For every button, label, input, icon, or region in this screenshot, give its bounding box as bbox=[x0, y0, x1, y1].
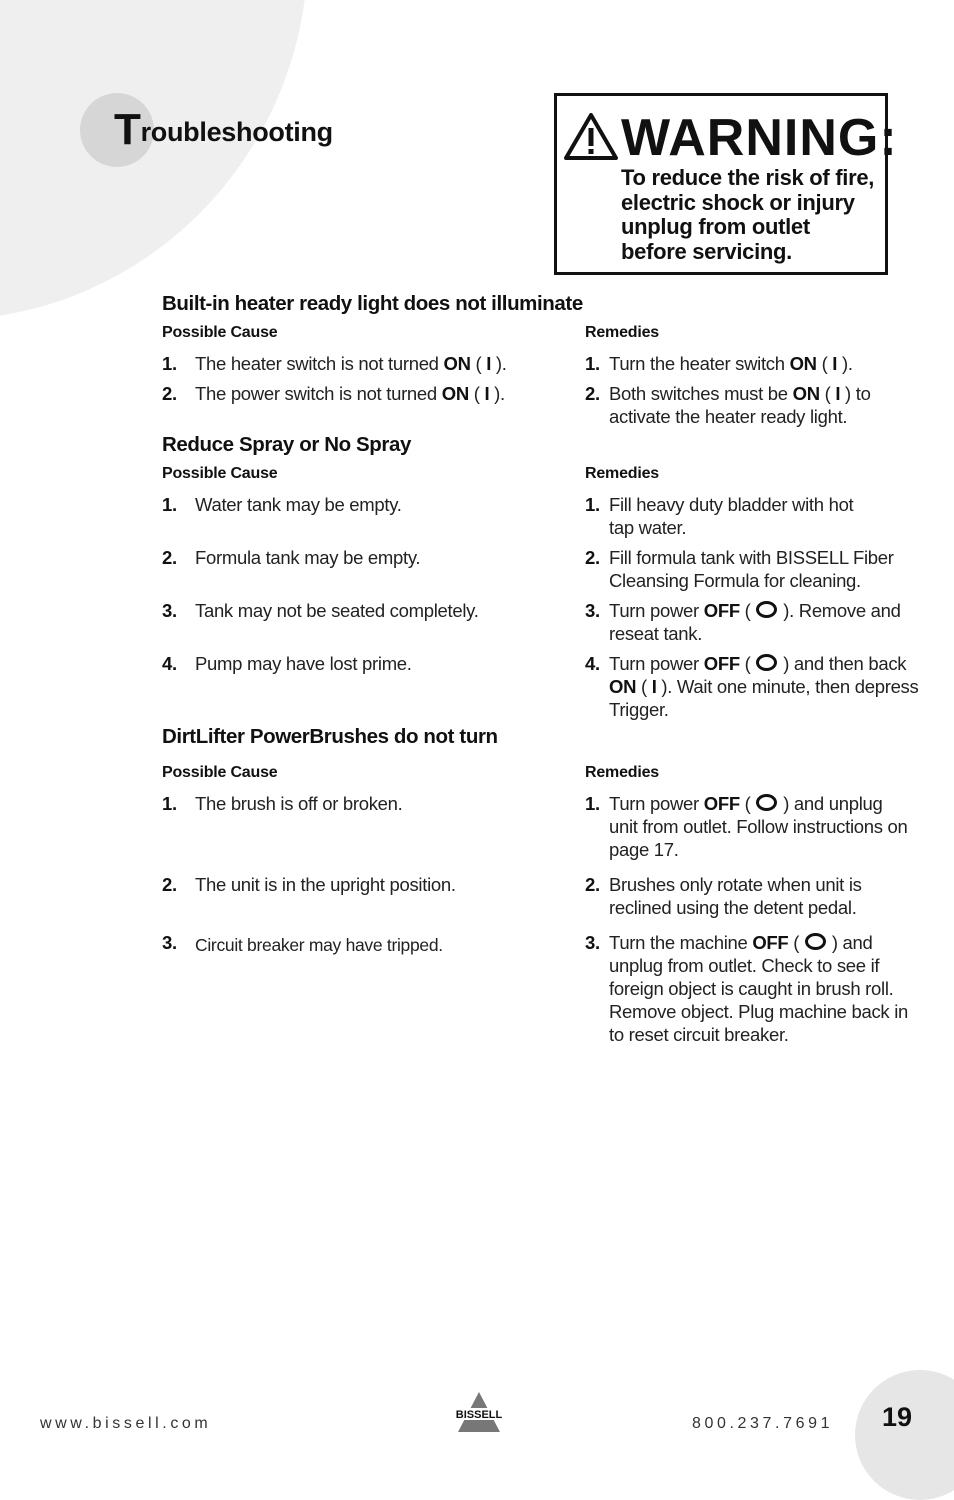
on-label: ON bbox=[441, 383, 469, 404]
cause-text: Formula tank may be empty. bbox=[195, 547, 421, 568]
off-symbol-icon bbox=[756, 601, 777, 618]
remedy-text-main: Turn power bbox=[609, 793, 699, 814]
remedy-text-main: Turn the machine bbox=[609, 932, 748, 953]
possible-cause-header: Possible Cause bbox=[162, 465, 278, 482]
warning-box bbox=[554, 93, 898, 275]
remedy-text: Fill heavy duty bladder with hot tap water. bbox=[609, 494, 854, 538]
remedy-text: Turn power OFF ( ) and unplug unit from outlet. Follow instructions on page 17. bbox=[609, 793, 908, 860]
cause-text: Pump may have lost prime. bbox=[195, 653, 412, 674]
possible-cause-header: Possible Cause bbox=[162, 764, 278, 781]
on-symbol: I bbox=[835, 383, 841, 404]
page-number-circle bbox=[855, 1370, 954, 1500]
remedy-text-main: Turn power bbox=[609, 653, 699, 674]
off-symbol-icon bbox=[756, 654, 777, 671]
remedy-text-tail: ) and unplug unit from outlet. Follow instructions on page 17. bbox=[609, 793, 908, 860]
item-number: 3. bbox=[585, 600, 600, 621]
remedy-text-main: Turn the heater switch bbox=[609, 353, 785, 374]
item-number: 1. bbox=[162, 793, 177, 814]
cause-text-tail: ). bbox=[495, 353, 507, 374]
on-symbol: I bbox=[651, 676, 657, 697]
cause-text: Circuit breaker may have tripped. bbox=[195, 935, 443, 955]
footer-phone: 800.237.7691 bbox=[692, 1415, 834, 1432]
section-title-powerbrushes: DirtLifter PowerBrushes do not turn bbox=[162, 725, 498, 748]
item-number: 3. bbox=[162, 932, 177, 953]
section-title-spray: Reduce Spray or No Spray bbox=[162, 433, 412, 456]
item-number: 2. bbox=[585, 547, 600, 568]
cause-text: The power switch is not turned ON ( I ). bbox=[195, 383, 505, 404]
item-number: 4. bbox=[585, 653, 600, 674]
logo-text: BISSELL bbox=[455, 1409, 503, 1421]
page-title-text bbox=[114, 105, 333, 155]
item-number: 1. bbox=[585, 494, 600, 515]
item-number: 1. bbox=[585, 353, 600, 374]
cause-text-main: The heater switch is not turned bbox=[195, 353, 439, 374]
remedy-text: Both switches must be ON ( I ) to activate the heater ready light. bbox=[609, 383, 871, 427]
remedy-text-tail: ). Remove and reseat tank. bbox=[609, 600, 901, 644]
item-number: 2. bbox=[162, 547, 177, 568]
remedy-text: Turn the machine OFF ( ) and unplug from outlet. Check to see if foreign object is caught in brush roll. Remove object. Plug machine back in to reset circuit breaker. bbox=[609, 932, 909, 1045]
remedy-text: Turn power OFF ( ). Remove and reseat tank. bbox=[609, 600, 901, 644]
remedy-text-tail: ). Wait one minute, then depress Trigger. bbox=[609, 676, 919, 720]
cause-text: Tank may not be seated completely. bbox=[195, 600, 479, 621]
section-title-heater-light: Built-in heater ready light does not illuminate bbox=[162, 292, 583, 315]
remedy-text-tail: ) to activate the heater ready light. bbox=[609, 383, 871, 427]
item-number: 1. bbox=[162, 353, 177, 374]
remedies-header: Remedies bbox=[585, 324, 659, 341]
bissell-logo-icon bbox=[450, 1392, 508, 1434]
item-number: 2. bbox=[162, 383, 177, 404]
title-rest: roubleshooting bbox=[140, 117, 333, 147]
off-symbol-icon bbox=[756, 794, 777, 811]
remedy-text: Fill formula tank with BISSELL Fiber Cleansing Formula for cleaning. bbox=[609, 547, 894, 591]
warning-text: To reduce the risk of fire, electric shock or injury unplug from outlet before servicing. bbox=[621, 165, 875, 264]
page-number: 19 bbox=[882, 1402, 913, 1432]
remedies-header: Remedies bbox=[585, 764, 659, 781]
item-number: 2. bbox=[585, 383, 600, 404]
remedy-text-main: Both switches must be bbox=[609, 383, 788, 404]
cause-text: The heater switch is not turned ON ( I ). bbox=[195, 353, 507, 374]
remedy-text: Turn power OFF ( ) and then back ON ( I ). Wait one minute, then depress Trigger. bbox=[609, 653, 919, 720]
item-number: 3. bbox=[162, 600, 177, 621]
on-label: ON bbox=[789, 353, 817, 374]
warning-heading: WARNING: bbox=[621, 109, 898, 167]
on-label: ON bbox=[443, 353, 471, 374]
warning-triangle-icon bbox=[563, 112, 619, 162]
cause-text: Water tank may be empty. bbox=[195, 494, 402, 515]
on-symbol: I bbox=[486, 353, 492, 374]
off-label: OFF bbox=[703, 600, 740, 621]
cause-text: The brush is off or broken. bbox=[195, 793, 403, 814]
cause-text: The unit is in the upright position. bbox=[195, 874, 456, 895]
cause-text-main: The power switch is not turned bbox=[195, 383, 437, 404]
on-label: ON bbox=[792, 383, 820, 404]
footer-website: www.bissell.com bbox=[40, 1415, 212, 1432]
on-symbol: I bbox=[832, 353, 838, 374]
item-number: 2. bbox=[585, 874, 600, 895]
off-label: OFF bbox=[752, 932, 789, 953]
item-number: 4. bbox=[162, 653, 177, 674]
cause-text-tail: ). bbox=[494, 383, 505, 404]
on-label: ON bbox=[609, 676, 637, 697]
item-number: 3. bbox=[585, 932, 600, 953]
remedy-text: Brushes only rotate when unit is reclined using the detent pedal. bbox=[609, 874, 862, 918]
remedy-text-mid: ) and then back bbox=[783, 653, 907, 674]
possible-cause-header: Possible Cause bbox=[162, 324, 278, 341]
on-symbol: I bbox=[484, 383, 490, 404]
remedy-text: Turn the heater switch ON ( I ). bbox=[609, 353, 853, 374]
off-symbol-icon bbox=[805, 933, 826, 950]
remedies-header: Remedies bbox=[585, 465, 659, 482]
remedy-text-tail: ). bbox=[841, 353, 853, 374]
off-label: OFF bbox=[703, 793, 740, 814]
off-label: OFF bbox=[703, 653, 740, 674]
item-number: 1. bbox=[162, 494, 177, 515]
title-initial: T bbox=[114, 105, 141, 154]
remedy-text-tail: ) and unplug from outlet. Check to see if foreign object is caught in brush roll. Remove object. Plug machine back in to reset circuit breaker. bbox=[609, 932, 909, 1045]
remedy-text-main: Turn power bbox=[609, 600, 699, 621]
item-number: 1. bbox=[585, 793, 600, 814]
item-number: 2. bbox=[162, 874, 177, 895]
background-arc bbox=[0, 0, 308, 320]
